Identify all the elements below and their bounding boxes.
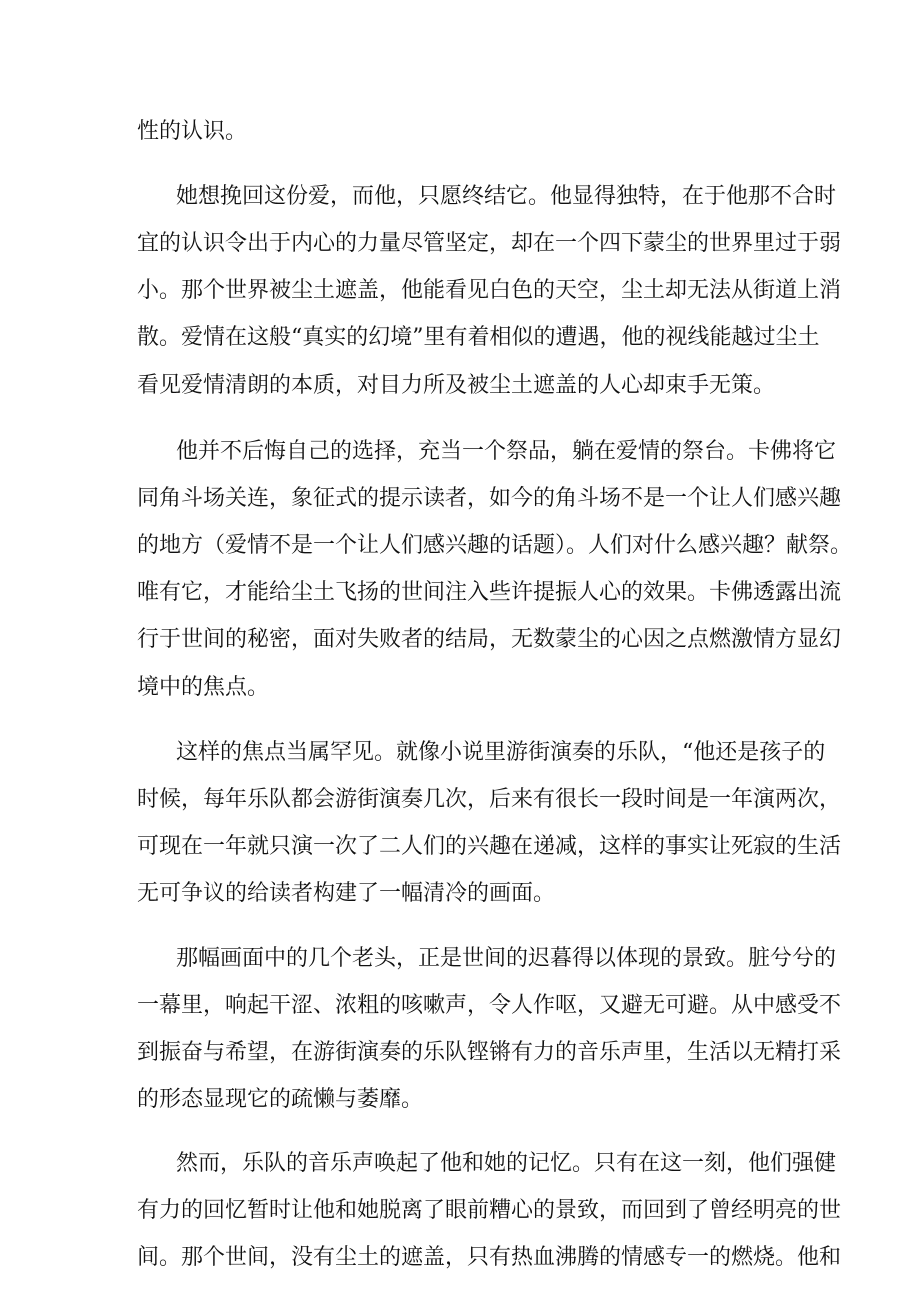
text-line: 有力的回忆暂时让他和她脱离了眼前糟心的景致，而回到了曾经明亮的世 xyxy=(137,1198,842,1223)
text-line: 行于世间的秘密，面对失败者的结局，无数蒙尘的心因之点燃激情方显幻 xyxy=(137,627,842,652)
text-line: 时候，每年乐队都会游街演奏几次，后来有很长一段时间是一年演两次， xyxy=(137,787,842,812)
text-line: 同角斗场关连，象征式的提示读者，如今的角斗场不是一个让人们感兴趣 xyxy=(137,486,842,511)
text-line: 的形态显现它的疏懒与萎靡。 xyxy=(137,1087,424,1112)
text-line: 散。爱情在这般“真实的幻境”里有着相似的遭遇，他的视线能越过尘土 xyxy=(137,325,820,350)
text-line: 宜的认识令出于内心的力量尽管坚定，却在一个四下蒙尘的世界里过于弱 xyxy=(137,231,842,256)
text-line: 性的认识。 xyxy=(137,119,248,144)
text-line: 间。那个世间，没有尘土的遮盖，只有热血沸腾的情感专一的燃烧。他和 xyxy=(137,1245,842,1270)
text-line: 她想挽回这份爱，而他，只愿终结它。他显得独特，在于他那不合时 xyxy=(176,184,837,209)
text-line: 境中的焦点。 xyxy=(137,675,270,700)
text-line: 唯有它，才能给尘土飞扬的世间注入些许提振人心的效果。卡佛透露出流 xyxy=(137,580,842,605)
text-line: 那幅画面中的几个老头，正是世间的迟暮得以体现的景致。脏兮兮的 xyxy=(176,946,837,971)
text-line: 可现在一年就只演一次了二人们的兴趣在递减，这样的事实让死寂的生活 xyxy=(137,834,842,859)
text-line: 无可争议的给读者构建了一幅清冷的画面。 xyxy=(137,881,556,906)
text-line: 看见爱情清朗的本质，对目力所及被尘土遮盖的人心却束手无策。 xyxy=(137,373,776,398)
text-line: 小。那个世界被尘土遮盖，他能看见白色的天空，尘土却无法从街道上消 xyxy=(137,278,842,303)
text-line: 一幕里，响起干涩、浓粗的咳嗽声，令人作呕，又避无可避。从中感受不 xyxy=(137,993,842,1018)
text-line: 到振奋与希望，在游街演奏的乐队铿锵有力的音乐声里，生活以无精打采 xyxy=(137,1040,842,1065)
text-line: 这样的焦点当属罕见。就像小说里游街演奏的乐队，“他还是孩子的 xyxy=(176,740,826,765)
text-line: 他并不后悔自己的选择，充当一个祭品，躺在爱情的祭台。卡佛将它 xyxy=(176,439,837,464)
text-line: 然而，乐队的音乐声唤起了他和她的记忆。只有在这一刻，他们强健 xyxy=(176,1151,837,1176)
text-line: 的地方（爱情不是一个让人们感兴趣的话题）。人们对什么感兴趣？献祭。 xyxy=(137,533,853,558)
